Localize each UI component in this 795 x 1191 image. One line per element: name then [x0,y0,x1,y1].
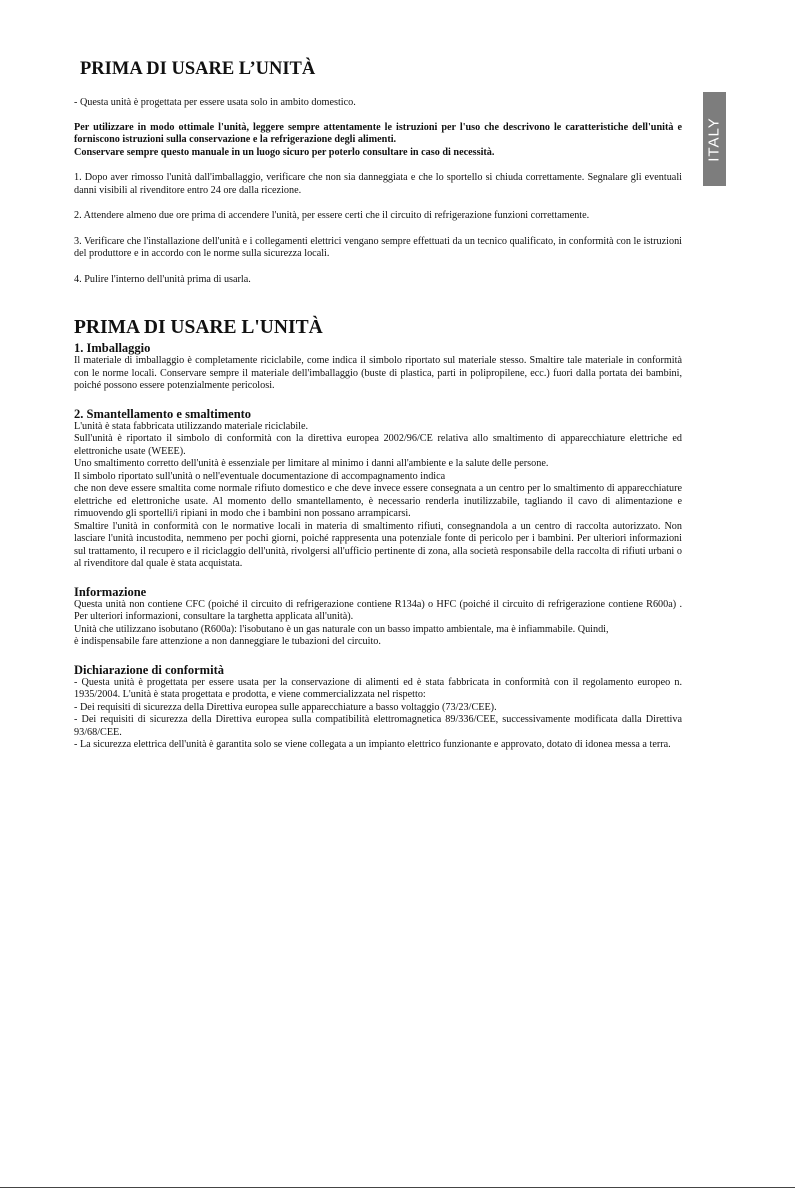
section2 [74,317,682,752]
smantellamento-line-2: Sull'unità è riportato il simbolo di conformità con la direttiva europea 2002/96/CE relativa allo smaltimento di apparecchiature elettriche ed elettroniche usate (WEEE). [74,433,682,457]
informazione-heading: Informazione [74,584,147,599]
smantellamento-line-1: L'unità è stata fabbricata utilizzando materiale riciclabile. [74,420,309,432]
dichiarazione-line-4: - La sicurezza elettrica dell'unità è garantita solo se viene collegata a un impianto elettrico funzionante e approvato, dotato di idonea messa a terra. [74,739,671,750]
section1-intro: - Questa unità è progettata per essere usata solo in ambito domestico. [74,97,356,108]
language-tab [703,92,726,186]
dichiarazione-line-3: - Dei requisiti di sicurezza della Direttiva europea sulla compatibilità elettromagnetica 89/336/CEE, successivamente modificata dalla Direttiva 93/68/CEE. [74,714,682,738]
dichiarazione-line-1: - Questa unità è progettata per essere usata per la conservazione di alimenti ed è stata fabbricata in conformità con il regolamento europeo n. 1935/2004. L'unità è stata progettata e prodotta, e viene commercializzata nel rispetto: [74,676,682,700]
section1-item-2: 2. Attendere almeno due ore prima di accendere l'unità, per essere certi che il circuito di refrigerazione funzioni correttamente. [74,210,590,221]
imballaggio-heading: 1. Imballaggio [74,341,151,355]
section1-bold-paragraph: Per utilizzare in modo ottimale l'unità, leggere sempre attentamente le istruzioni per l'uso che descrivono le caratteristiche dell'unità e forniscono istruzioni sulla conservazione e la refrigerazione degli alimenti. [74,121,682,145]
section2-title: PRIMA DI USARE L'UNITÀ [74,317,323,338]
imballaggio-text: Il materiale di imballaggio è completamente riciclabile, come indica il simbolo riportato sul materiale stesso. Smaltire tale materiale in conformità con le norme locali. Conservare sempre il materiale dell'imballaggio (buste di plastica, parti in polipropilene, ecc.) fuori dalla portata dei bambini, poiché possono essere potenzialmente pericolosi. [74,355,682,391]
dichiarazione-line-2: - Dei requisiti di sicurezza della Direttiva europea sulle apparecchiature a basso voltaggio (73/23/CEE). [74,701,497,713]
section1-title-wrap [80,58,682,80]
smantellamento-line-3: Uno smaltimento corretto dell'unità è essenziale per limitare al minimo i danni all'ambiente e la salute delle persone. [74,458,549,469]
smantellamento-line-6: Smaltire l'unità in conformità con le normative locali in materia di smaltimento rifiuti, consegnandola a un centro di raccolta autorizzato. Non lasciare l'unità incustodita, nemmeno per pochi giorni, poiché rappresenta una potenziale fonte di pericolo per i bambini. Per ulteriori informazioni sul trattamento, il recupero e il riciclaggio dell'unità, rivolgersi all'ufficio pertinente di zona, alla società responsabile della raccolta di rifiuti urbani o al rivenditore dal quale è stata acquistata. [74,520,682,569]
informazione-line-2: Unità che utilizzano isobutano (R600a): l'isobutano è un gas naturale con un basso impatto ambientale, ma è infiammabile. Quindi, [74,623,609,635]
section1-item-4: 4. Pulire l'interno dell'unità prima di usarla. [74,273,251,285]
section1-item-1: 1. Dopo aver rimosso l'unità dall'imballaggio, verificare che non sia danneggiata e che lo sportello si chiuda correttamente. Segnalare gli eventuali danni visibili al rivenditore entro 24 ore dalla ricezione. [74,172,682,196]
bottom-rule [0,1187,795,1188]
section1-bold-paragraph-2: Conservare sempre questo manuale in un luogo sicuro per poterlo consultare in caso di necessità. [74,146,495,158]
smantellamento-line-5: che non deve essere smaltita come normale rifiuto domestico e che deve invece essere consegnata a un centro per lo smaltimento di apparecchiature elettriche ed elettroniche usate. Al momento dello smantellamento, è necessario renderla inutilizzabile, tagliando il cavo di alimentazione e rimuovendo gli sportelli/i ripiani in modo che i bambini non possano arrampicarsi. [74,483,682,519]
section1-title: PRIMA DI USARE L’UNITÀ [80,59,316,79]
informazione-line-1: Questa unità non contiene CFC (poiché il circuito di refrigerazione contiene R134a) o HFC (poiché il circuito di refrigerazione contiene R600a) . Per ulteriori informazioni, consultare la targhetta applicata all'unità). [74,598,682,622]
smantellamento-heading: 2. Smantellamento e smaltimento [74,406,252,421]
section1-body [74,97,682,286]
smantellamento-line-4: Il simbolo riportato sull'unità o nell'eventuale documentazione di accompagnamento indica [74,470,446,482]
section1-item-3: 3. Verificare che l'installazione dell'unità e i collegamenti elettrici vengano sempre effettuati da un tecnico qualificato, in conformità con le istruzioni del produttore e in accordo con le norme sulla sicurezza locali. [74,235,682,259]
dichiarazione-heading: Dichiarazione di conformità [74,662,224,677]
language-tab-label: ITALY [706,116,723,162]
informazione-line-3: è indispensabile fare attenzione a non danneggiare le tubazioni del circuito. [74,636,381,647]
